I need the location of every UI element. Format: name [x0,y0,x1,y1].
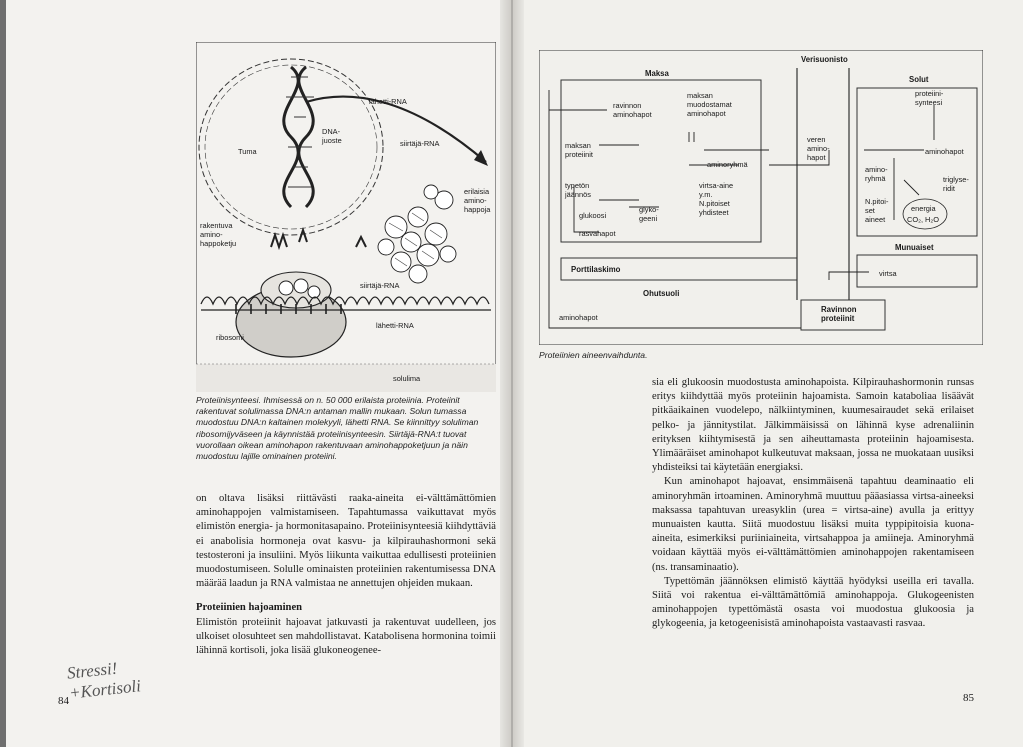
metabolism-diagram [539,50,983,345]
figure-caption-metabolism: Proteiinien aineenvaihdunta. [539,350,648,360]
label-siirtaja-top: siirtäjä-RNA [400,139,440,148]
label-tuma: Tuma [238,147,257,156]
left-paragraph-1: on oltava lisäksi riittävästi raaka-aineita ei-välttämättömien aminohappojen valmistamiseen. Tapahtumassa vaikuttavat myös elimistön energia- ja hormonitasapaino. Proteiinisynteesiä kiihdyttäviä ei anabolisia hormoneja ovat kasvu- ja kilpirauhashormoni sekä testosteroni ja insuliini. Myös liikunta vaikuttaa edullisesti proteiinien muodostumiseen. Solulle ominaisten proteiinien rakentumisessa DNA määrää laadun ja RNA valmistaa ne annettujen ohjeiden mukaan. [196,493,496,590]
amino-acid-cluster [378,185,456,283]
right-paragraph-2: Kun aminohapot hajoavat, ensimmäisenä tapahtuu deaminaatio eli aminoryhmän irtoaminen. Aminoryhmä muuttuu pääasiassa virtsa-aineeksi maksassa tapahtuvan ureasyklin (urea = virtsa-aine) avulla ja erittyy munuaisten kautta. Siitä muodostuu lisäksi muita typpipitoisia kuona-aineita, esimerkiksi puriiniaineita, virtsahappoa ja amiineja. Aminoryhmä voidaan käyttää myös ei-välttämättömien aminohappojen rakentamiseen (ns. transaminaatio). [652,476,974,573]
right-page [513,0,1023,747]
label-solulima: solulima [393,374,421,383]
label-maksan-muodostamat: maksan muodostamat aminohapot [687,91,732,118]
label-glykogeeni: glyko-geeni [639,205,659,223]
label-amino-ryhma: amino-ryhmä [865,165,888,183]
label-glukoosi: glukoosi [579,211,607,220]
header-ravinnon-proteiinit: Ravinnon proteiinit [821,305,857,323]
dna-strand [284,67,298,207]
label-triglyseridit: triglyse-ridit [943,175,969,193]
label-npitoiset-aineet: N.pitoi-set aineet [865,197,889,224]
label-siirtaja-mid: siirtäjä-RNA [360,281,400,290]
label-co2-h2o: CO₂, H₂O [907,215,940,224]
right-body-text [652,376,974,632]
right-paragraph-1: sia eli glukoosin muodostusta aminohapoista. Kilpirauhashormonin runsas eritys kiihdyttää myös proteiinin hajoamista. Samoin kataboliaa lisäävät pitkäaikainen vuodelepo, nälkiintyminen, kuumesairaudet sekä erilaiset pelko- ja jännitystilat. Jälkimmäisissä on lähinnä kyse adrenaliinin erityksen kiihtymisestä ja sen aiheuttamasta proteiinin hajoamisesta. Ylimääräiset aminohapot kulkeutuvat maksaan, jossa ne muokataan uusiksi yhdisteiksi tai käytetään energiaksi. [652,377,974,474]
label-ravinnon-aminohapot: ravinnon aminohapot [613,101,652,119]
transfer-rna-icon [271,230,307,247]
label-proteiinisynteesi: proteiini-synteesi [915,89,944,107]
label-rakentuva: rakentuva amino-happoketju [200,221,237,248]
label-rasvahapot: rasvahapot [579,229,616,238]
label-aminohapot-solut: aminohapot [925,147,964,156]
right-paragraph-3: Typettömän jäännöksen elimistö käyttää hyödyksi useilla eri tavalla. Siitä voi rakentua ei-välttämättömiä aminohappoja. Glukogeenisten aminohappojen typettömästä osasta voi muodostua glukoosia ja glykogeenia, ja ketogeenisistä aminohapoista vastaavasti rasvaa. [652,575,974,630]
left-page-number: 84 [58,695,69,707]
label-virtsa-aine: virtsa-aine y.m. N.pitoiset yhdisteet [699,181,734,217]
label-lahetti-bottom: lähetti-RNA [376,321,414,330]
label-ribosomi: ribosomi [216,333,244,342]
book-gutter [500,0,524,747]
left-body-text [196,492,496,658]
label-aminohapot-bottom: aminohapot [559,313,598,322]
header-verisuonisto: Verisuonisto [801,55,848,64]
header-ohutsuoli: Ohutsuoli [643,289,680,298]
protein-synthesis-figure [196,42,496,392]
left-paragraph-2: Elimistön proteiinit hajoavat jatkuvasti ja rakentuvat uudelleen, jos ulkoiset olosuhteet sen mahdollistavat. Katabolisena hormonina toimii lähinnä kortisoli, joka lisää glukoneogenee- [196,616,496,657]
cytoplasm-band [196,364,496,392]
handwritten-note: Stressi! +Kortisoli [66,658,142,703]
header-solut: Solut [909,75,929,84]
label-energia: energia [911,204,936,213]
header-munuaiset: Munuaiset [895,243,934,252]
header-porttilaskimo: Porttilaskimo [571,265,621,274]
label-virtsa: virtsa [879,269,897,278]
cells-box [857,88,977,236]
label-aminoryhma: aminoryhmä [707,160,748,169]
right-page-number: 85 [963,692,974,704]
label-dna: DNA-juoste [322,127,342,145]
section-heading-hajoaminen: Proteiinien hajoaminen [196,602,303,614]
figure-caption-protein-synthesis: Proteiinisynteesi. Ihmisessä on n. 50 000 erilaista proteiinia. Proteiinit rakentuvat solulimassa DNA:n antaman mallin mukaan. Solun tumassa muodostuu DNA:n kaltainen molekyyli, lähetti RNA. Se kiinnittyy soluliman ribosomijyväseen ja käynnistää proteiinisynteesin. Siirtäjä-RNA:t tuovat vuorollaan oikean aminohapon rakentuvaan aminohappoketjuun ja näin muodostuu lajille ominainen proteiini. [196,395,479,462]
label-erilaisia: erilaisia amino-happoja [464,187,491,214]
label-maksan-proteiinit: maksan proteiinit [565,141,593,159]
kidney-box [857,255,977,287]
label-lahetti-top: lähetti-RNA [369,97,407,106]
header-maksa: Maksa [645,69,669,78]
label-veren-aminohapot: veren amino-hapot [807,135,830,162]
label-typeton: typetön jäännös [565,181,591,199]
left-page [6,0,511,747]
